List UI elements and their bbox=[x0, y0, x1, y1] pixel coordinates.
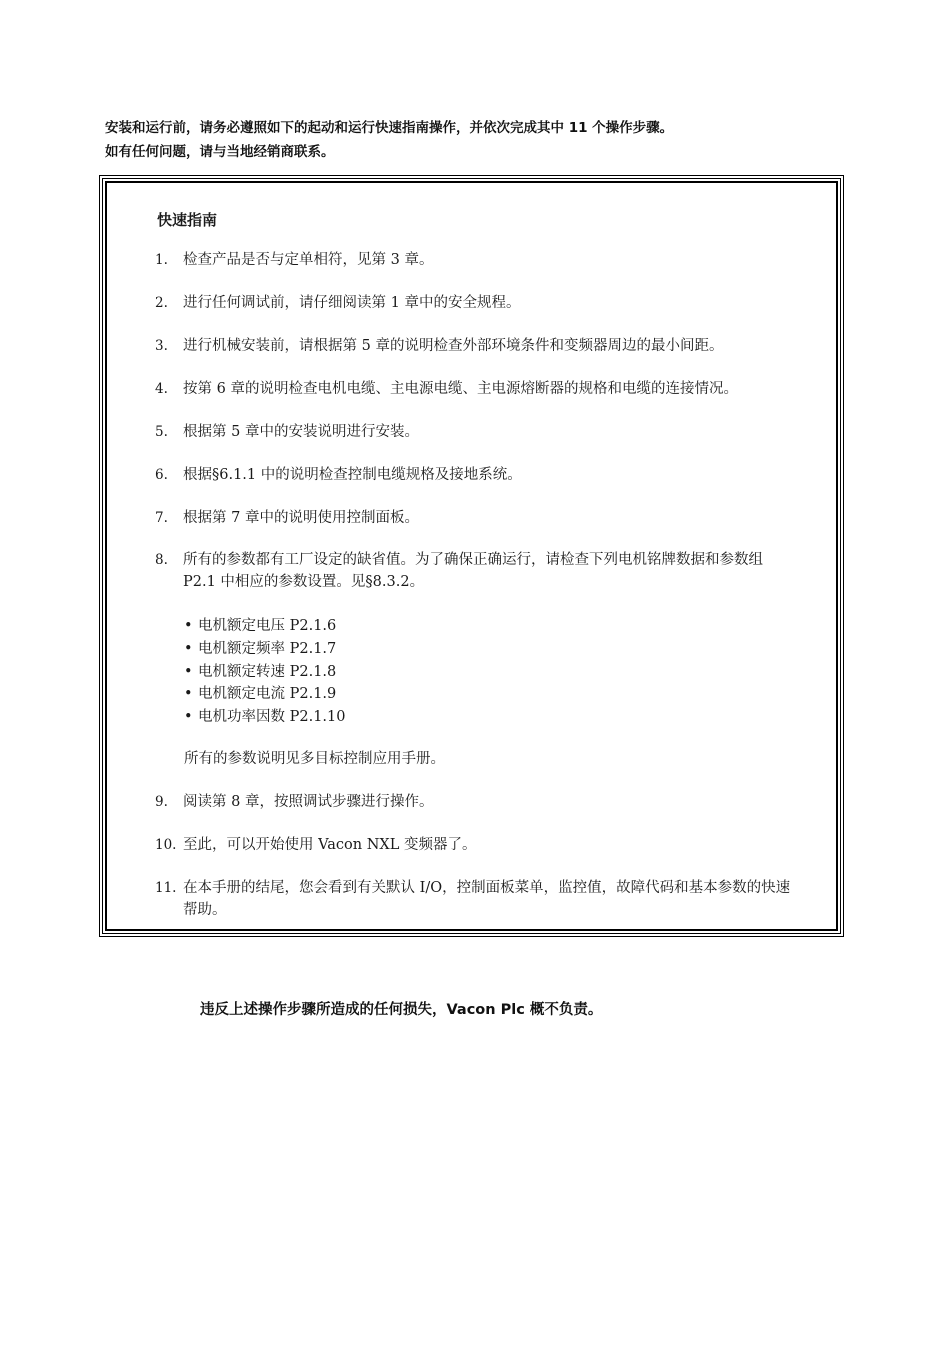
parameter-note: 所有的参数说明见多目标控制应用手册。 bbox=[184, 751, 445, 767]
list-item: • 电机功率因数 P2.1.10 bbox=[184, 706, 346, 729]
list-item: • 电机额定转速 P2.1.8 bbox=[184, 661, 346, 684]
step-text: 至此，可以开始使用 Vacon NXL 变频器了。 bbox=[183, 837, 477, 853]
guide-title: 快速指南 bbox=[157, 211, 218, 229]
bullet-icon: • bbox=[184, 663, 193, 680]
step-text: 根据第 7 章中的说明使用控制面板。 bbox=[183, 510, 419, 526]
step-number: 9. bbox=[155, 794, 168, 810]
step-number: 4. bbox=[155, 381, 168, 397]
step-5 bbox=[155, 421, 815, 443]
step-text: 在本手册的结尾，您会看到有关默认 I/O，控制面板菜单，监控值，故障代码和基本参数的快速帮助。 bbox=[183, 880, 791, 918]
quick-guide-box bbox=[99, 175, 844, 937]
step-text: 进行机械安装前，请根据第 5 章的说明检查外部环境条件和变频器周边的最小间距。 bbox=[183, 338, 724, 354]
step-text: 按第 6 章的说明检查电机电缆、主电源电缆、主电源熔断器的规格和电缆的连接情况。 bbox=[183, 381, 738, 397]
step-9 bbox=[155, 791, 815, 813]
list-item: • 电机额定频率 P2.1.7 bbox=[184, 638, 346, 661]
step-number: 2. bbox=[155, 295, 168, 311]
step-text: 根据第 5 章中的安装说明进行安装。 bbox=[183, 424, 419, 440]
step-6 bbox=[155, 464, 815, 486]
step-text: 进行任何调试前，请仔细阅读第 1 章中的安全规程。 bbox=[183, 295, 521, 311]
intro-line-1: 安装和运行前，请务必遵照如下的起动和运行快速指南操作，并依次完成其中 11 个操作步骤。 bbox=[105, 120, 674, 136]
step-8 bbox=[155, 549, 795, 593]
step-number: 8. bbox=[155, 552, 168, 568]
intro-text bbox=[105, 116, 845, 164]
step-2 bbox=[155, 292, 815, 314]
step-text: 所有的参数都有工厂设定的缺省值。为了确保正确运行，请检查下列电机铭牌数据和参数组 P2.1 中相应的参数设置。见§8.3.2。 bbox=[183, 552, 763, 590]
step-text: 根据§6.1.1 中的说明检查控制电缆规格及接地系统。 bbox=[183, 467, 522, 483]
step-number: 7. bbox=[155, 510, 168, 526]
bullet-icon: • bbox=[184, 709, 193, 726]
list-item: • 电机额定电流 P2.1.9 bbox=[184, 683, 346, 706]
list-item: • 电机额定电压 P2.1.6 bbox=[184, 615, 346, 638]
bullet-icon: • bbox=[184, 686, 193, 703]
bullet-icon: • bbox=[184, 618, 193, 634]
disclaimer: 违反上述操作步骤所造成的任何损失，Vacon Plc 概不负责。 bbox=[200, 1002, 603, 1018]
step-7 bbox=[155, 507, 815, 529]
step-4 bbox=[155, 378, 835, 400]
step-number: 1. bbox=[155, 252, 168, 268]
step-number: 6. bbox=[155, 467, 168, 483]
step-1 bbox=[155, 249, 815, 271]
step-number: 11. bbox=[155, 880, 177, 896]
bullet-icon: • bbox=[184, 640, 193, 657]
quick-guide-inner bbox=[105, 181, 838, 931]
intro-line-2: 如有任何问题，请与当地经销商联系。 bbox=[105, 144, 335, 160]
step-11 bbox=[155, 877, 795, 921]
step-3 bbox=[155, 335, 815, 357]
step-text: 阅读第 8 章，按照调试步骤进行操作。 bbox=[183, 794, 434, 810]
step-10 bbox=[155, 834, 815, 856]
step-number: 3. bbox=[155, 338, 168, 354]
step-number: 10. bbox=[155, 837, 177, 853]
motor-nameplate-list bbox=[184, 615, 346, 729]
step-text: 检查产品是否与定单相符，见第 3 章。 bbox=[183, 252, 434, 268]
step-number: 5. bbox=[155, 424, 168, 440]
